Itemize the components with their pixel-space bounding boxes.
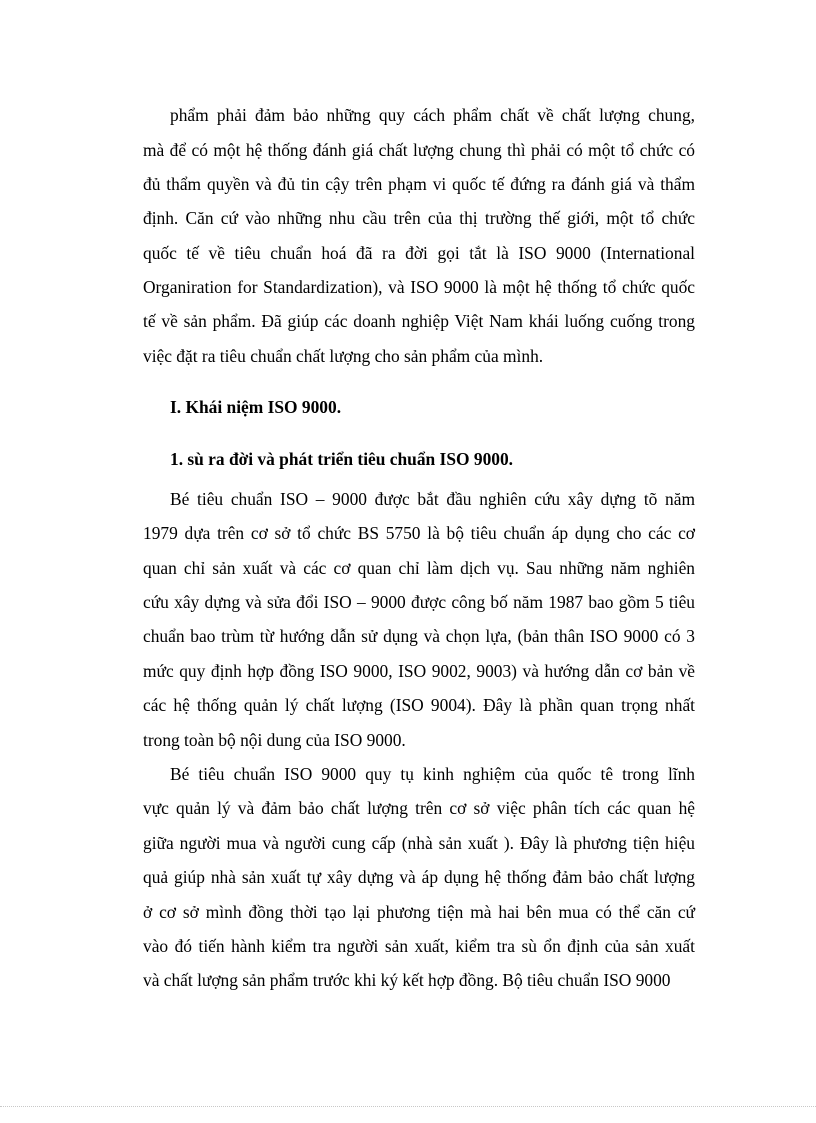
subsection-heading: 1. sù ra đời và phát triển tiêu chuẩn ISO 9000. xyxy=(170,449,513,469)
paragraph-line: quan chỉ sản xuất và các cơ quan chỉ làm dịch vụ. Sau những năm nghiên xyxy=(143,558,695,578)
page-bottom-edge xyxy=(0,1106,816,1107)
paragraph-line: phẩm phải đảm bảo những quy cách phẩm chất về chất lượng chung, xyxy=(170,105,695,125)
section-heading: I. Khái niệm ISO 9000. xyxy=(170,397,342,417)
paragraph-line: trong toàn bộ nội dung của ISO 9000. xyxy=(143,730,406,750)
paragraph-line: và chất lượng sản phẩm trước khi ký kết hợp đồng. Bộ tiêu chuẩn ISO 9000 xyxy=(143,970,671,990)
paragraph-line: chuẩn bao trùm từ hướng dẫn sử dụng và chọn lựa, (bản thân ISO 9000 có 3 xyxy=(143,626,695,646)
paragraph-line: mức quy định hợp đồng ISO 9000, ISO 9002, 9003) và hướng dẫn cơ bản về xyxy=(143,661,695,681)
paragraph-line: ở cơ sở mình đồng thời tạo lại phương tiện mà hai bên mua có thể căn cứ xyxy=(143,902,695,922)
paragraph-line: tế về sản phẩm. Đã giúp các doanh nghiệp Việt Nam khái luống cuống trong xyxy=(143,311,695,331)
paragraph-line: các hệ thống quản lý chất lượng (ISO 9004). Đây là phần quan trọng nhất xyxy=(143,695,695,715)
paragraph-line: quốc tế về tiêu chuẩn hoá đã ra đời gọi tắt là ISO 9000 (International xyxy=(143,243,695,263)
paragraph-line: cứu xây dựng và sửa đổi ISO – 9000 được công bố năm 1987 bao gồm 5 tiêu xyxy=(143,592,695,612)
paragraph-line: giữa người mua và người cung cấp (nhà sản xuất ). Đây là phương tiện hiệu xyxy=(143,833,695,853)
paragraph-line: Bé tiêu chuẩn ISO – 9000 được bắt đầu nghiên cứu xây dựng tõ năm xyxy=(170,489,695,509)
paragraph-line: vào đó tiến hành kiểm tra người sản xuất, kiểm tra sù ổn định của sản xuất xyxy=(143,936,695,956)
paragraph-line: định. Căn cứ vào những nhu cầu trên của thị trường thế giới, một tổ chức xyxy=(143,208,695,228)
paragraph-line: quả giúp nhà sản xuất tự xây dựng và áp dụng hệ thống đảm bảo chất lượng xyxy=(143,867,695,887)
paragraph-line: đủ thẩm quyền và đủ tin cậy trên phạm vi quốc tế đứng ra đánh giá và thẩm xyxy=(143,174,695,194)
paragraph-line: vực quản lý và đảm bảo chất lượng trên cơ sở việc phân tích các quan hệ xyxy=(143,798,695,818)
paragraph-line: Bé tiêu chuẩn ISO 9000 quy tụ kinh nghiệm của quốc tê trong lĩnh xyxy=(170,764,695,784)
paragraph-line: mà để có một hệ thống đánh giá chất lượng chung thì phải có một tổ chức có xyxy=(143,140,695,160)
paragraph-line: 1979 dựa trên cơ sở tổ chức BS 5750 là bộ tiêu chuẩn áp dụng cho các cơ xyxy=(143,523,695,543)
paragraph-line: việc đặt ra tiêu chuẩn chất lượng cho sản phẩm của mình. xyxy=(143,346,544,366)
paragraph-line: Organiration for Standardization), và ISO 9000 là một hệ thống tổ chức quốc xyxy=(143,277,695,297)
